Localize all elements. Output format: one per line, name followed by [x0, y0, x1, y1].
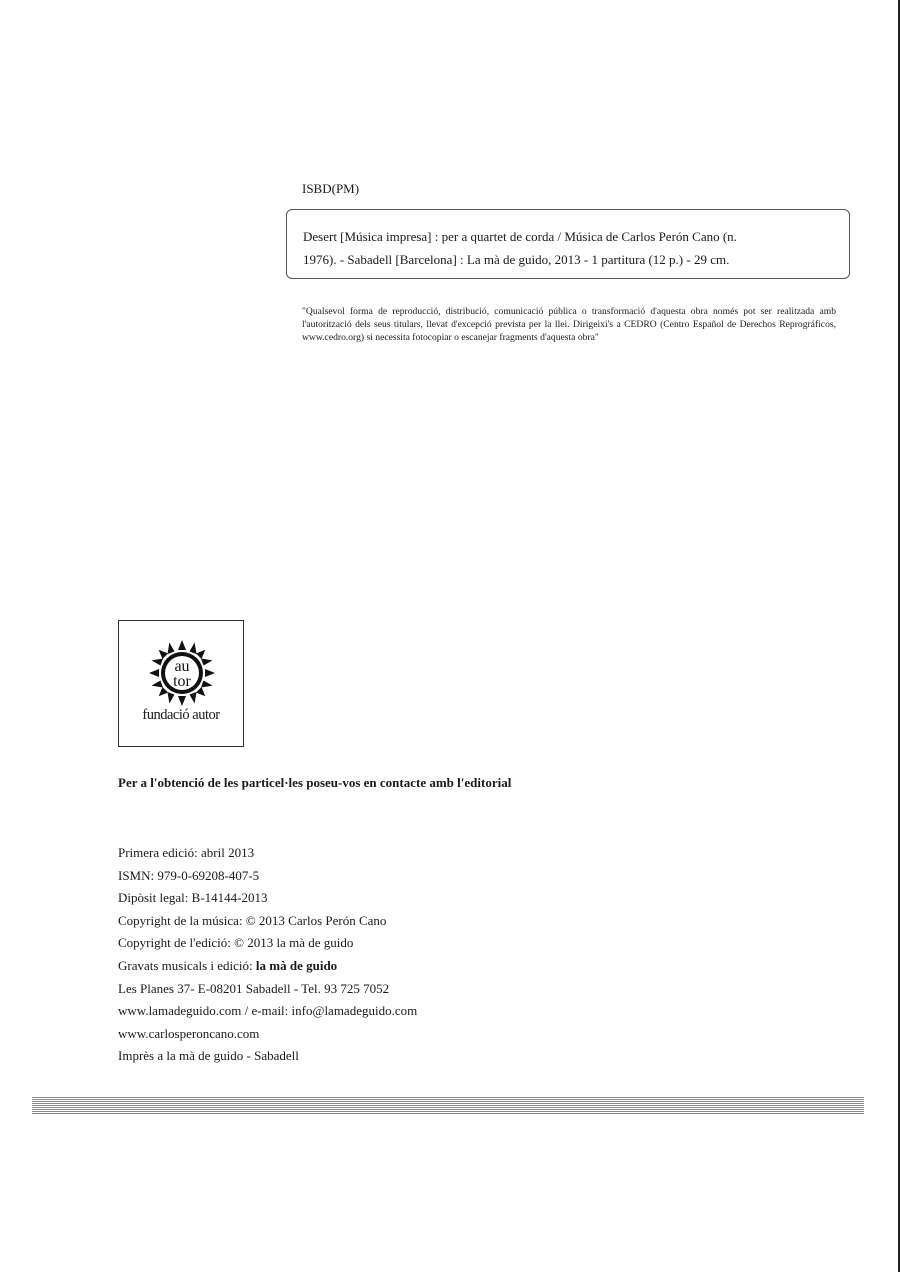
composer-website: www.carlosperoncano.com: [118, 1025, 260, 1041]
imprint-block: [118, 842, 417, 1068]
svg-text:tor: tor: [173, 673, 191, 690]
music-copyright: Copyright de la música: © 2013 Carlos Perón Cano: [118, 912, 387, 928]
parts-contact-note: Per a l'obtenció de les particel·les poseu-vos en contacte amb l'editorial: [118, 775, 512, 790]
publisher-address: Les Planes 37- E-08201 Sabadell - Tel. 93 725 7052: [118, 980, 390, 996]
ismn: ISMN: 979-0-69208-407-5: [118, 867, 260, 883]
svg-text:au: au: [174, 658, 190, 675]
sun-emblem-icon: [147, 638, 217, 708]
fundacio-autor-logo: [118, 620, 244, 747]
isbd-record-box: [286, 209, 850, 279]
isbd-label: ISBD(PM): [302, 181, 360, 196]
first-edition: Primera edició: abril 2013: [118, 845, 255, 860]
logo-name: fundació autor: [142, 707, 220, 723]
copyright-legal-note: "Qualsevol forma de reproducció, distribució, comunicació pública o transformació d'aquesta obra només pot ser realitzada amb l'autorització dels seus titulars, llevat d'excepció prevista per la llei. Dirigeixi's a CEDRO (Centro Español de Derechos Reprográficos, www.cedro.org) si necessita fotocopiar o escanejar fragments d'aquesta obra": [302, 306, 836, 343]
engraving-publisher: la mà de guido: [255, 957, 338, 973]
isbd-record-line-2: 1976). - Sabadell [Barcelona] : La mà de guido, 2013 - 1 partitura (12 p.) - 29 cm.: [303, 252, 730, 267]
publisher-web-email: www.lamadeguido.com / e-mail: info@lamadeguido.com: [118, 1003, 418, 1019]
engraving-credit: [118, 955, 417, 978]
engraving-label: Gravats musicals i edició:: [118, 957, 253, 973]
legal-deposit: Dipòsit legal: B-14144-2013: [118, 890, 268, 906]
footer-rule-lines: [32, 1097, 864, 1114]
isbd-record-line-1: Desert [Música impresa] : per a quartet de corda / Música de Carlos Perón Cano (n.: [303, 229, 737, 244]
edition-copyright: Copyright de l'edició: © 2013 la mà de guido: [118, 935, 354, 951]
printed-by: Imprès a la mà de guido - Sabadell: [118, 1048, 299, 1064]
